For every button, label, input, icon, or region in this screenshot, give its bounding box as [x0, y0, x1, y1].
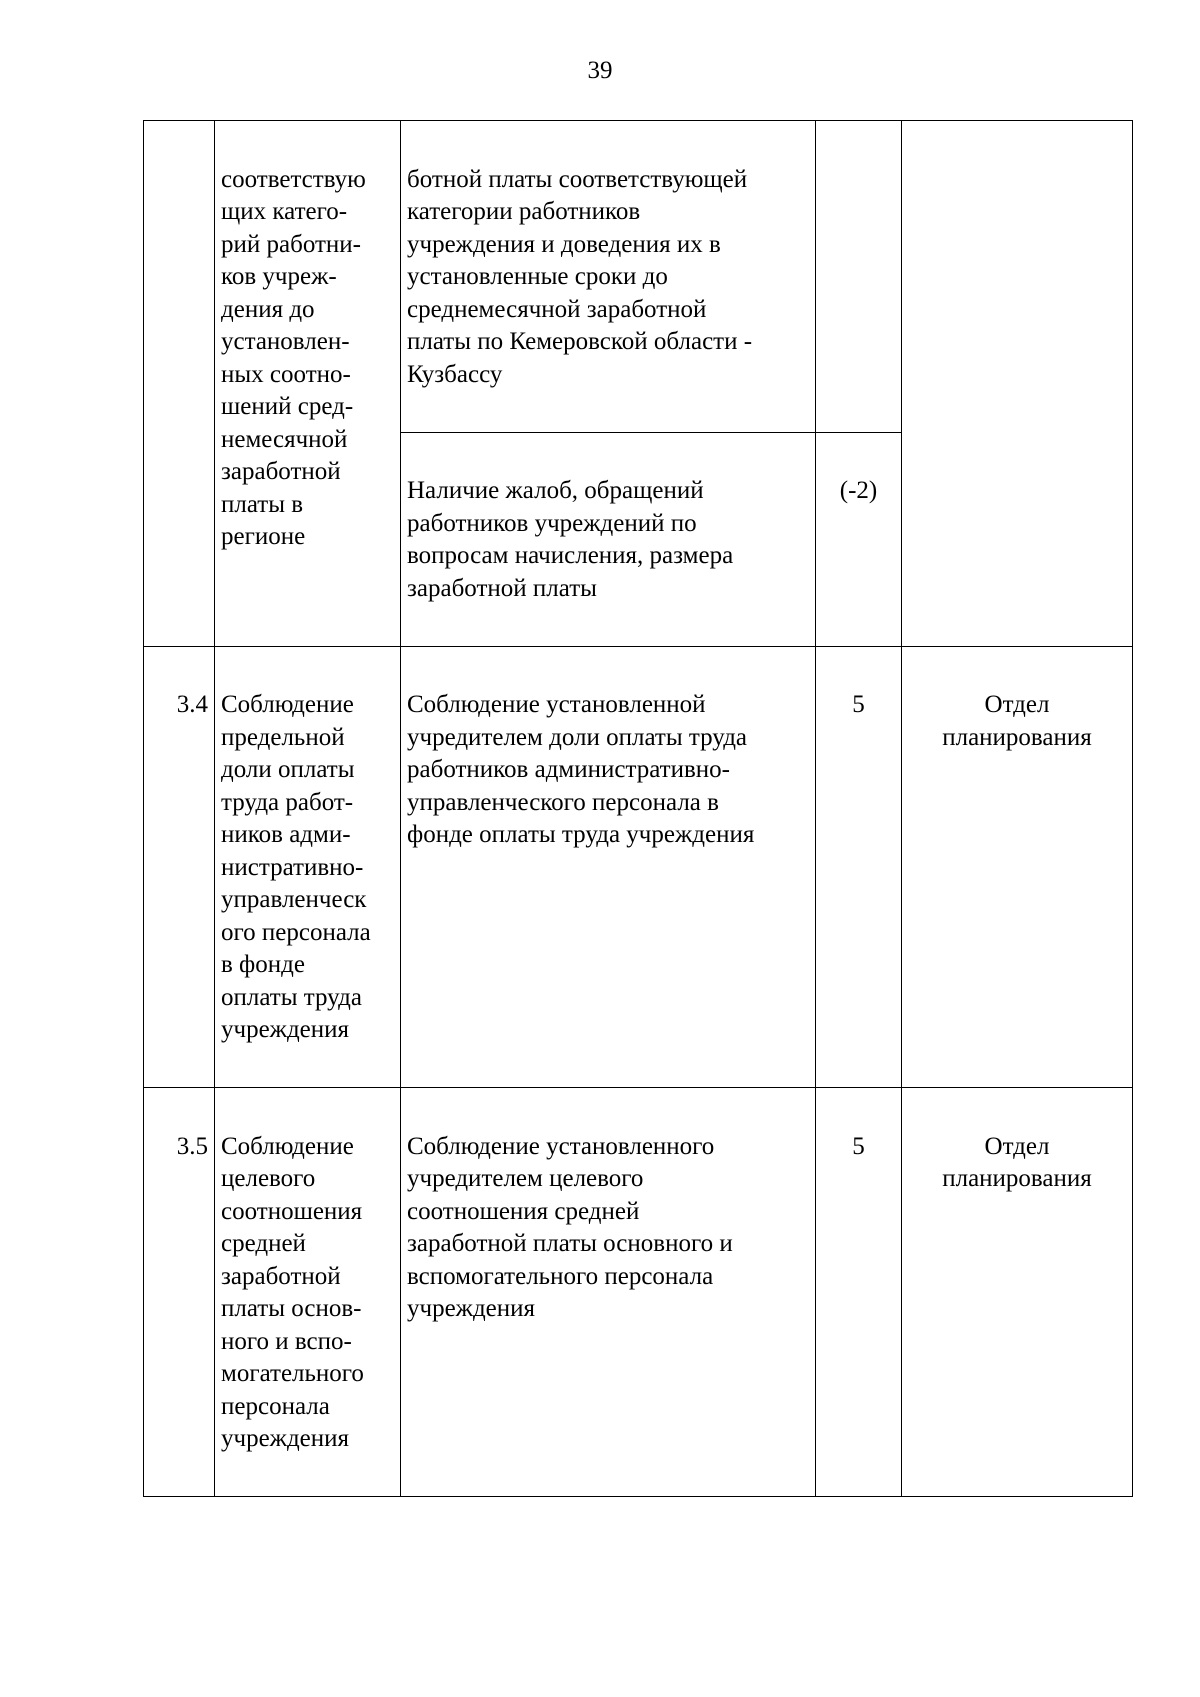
- page-number: 39: [587, 57, 613, 84]
- row-number: 3.5: [176, 1132, 208, 1160]
- table-row-3-5: [144, 1088, 1133, 1497]
- cell-number-3-5: [144, 1088, 215, 1497]
- cell-criterion-3-5: [215, 1088, 401, 1497]
- criterion-text: Соблюдение предельной доли оплаты труда работ- ников адми- нистративно- управленческ ого персонала в фонде оплаты труда учреждения: [221, 691, 371, 1043]
- cell-criterion-3-4: [215, 646, 401, 1088]
- cell-criterion-continuation: [215, 121, 401, 647]
- cell-indicator-complaints: [401, 432, 816, 646]
- cell-points-3-5: [816, 1088, 902, 1497]
- table-row-continuation: [144, 121, 1133, 433]
- criterion-text: соответствую щих катего- рий работни- ков учреж- дения до установлен- ных соотно- шений сред- немесячной заработной платы в регионе: [221, 165, 366, 550]
- points-text: 5: [852, 691, 865, 718]
- cell-responsible-3-4: [902, 646, 1133, 1088]
- criteria-table: [143, 120, 1133, 1497]
- points-text: 5: [852, 1132, 865, 1160]
- row-number: 3.4: [176, 691, 208, 718]
- responsible-text: Отдел планирования: [942, 1132, 1092, 1192]
- cell-number-3-4: [144, 646, 215, 1088]
- responsible-text: Отдел планирования: [942, 691, 1092, 751]
- table-row-3-4: [144, 646, 1133, 1088]
- indicator-text: Соблюдение установленной учредителем доли оплаты труда работников административно- управленческого персонала в фонде оплаты труда учреждения: [407, 691, 755, 848]
- indicator-text: ботной платы соответствующей категории работников учреждения и доведения их в установленные сроки до среднемесячной заработной платы по Кемеровской области - Кузбассу: [407, 165, 753, 388]
- cell-responsible-3-5: [902, 1088, 1133, 1497]
- cell-points-continuation: [816, 121, 902, 433]
- indicator-text: Соблюдение установленного учредителем целевого соотношения средней заработной платы основного и вспомогательного персонала учреждения: [407, 1132, 733, 1322]
- cell-indicator-3-4: [401, 646, 816, 1088]
- cell-indicator-continuation: [401, 121, 816, 433]
- cell-indicator-3-5: [401, 1088, 816, 1497]
- points-text: (-2): [839, 477, 878, 504]
- cell-responsible-continuation: [902, 121, 1133, 647]
- cell-points-3-4: [816, 646, 902, 1088]
- indicator-text: Наличие жалоб, обращений работников учреждений по вопросам начисления, размера заработной платы: [407, 477, 734, 602]
- criterion-text: Соблюдение целевого соотношения средней заработной платы основ- ного и вспо- могательного персонала учреждения: [221, 1132, 364, 1452]
- cell-number-continuation: [144, 121, 215, 647]
- cell-points-complaints: [816, 432, 902, 646]
